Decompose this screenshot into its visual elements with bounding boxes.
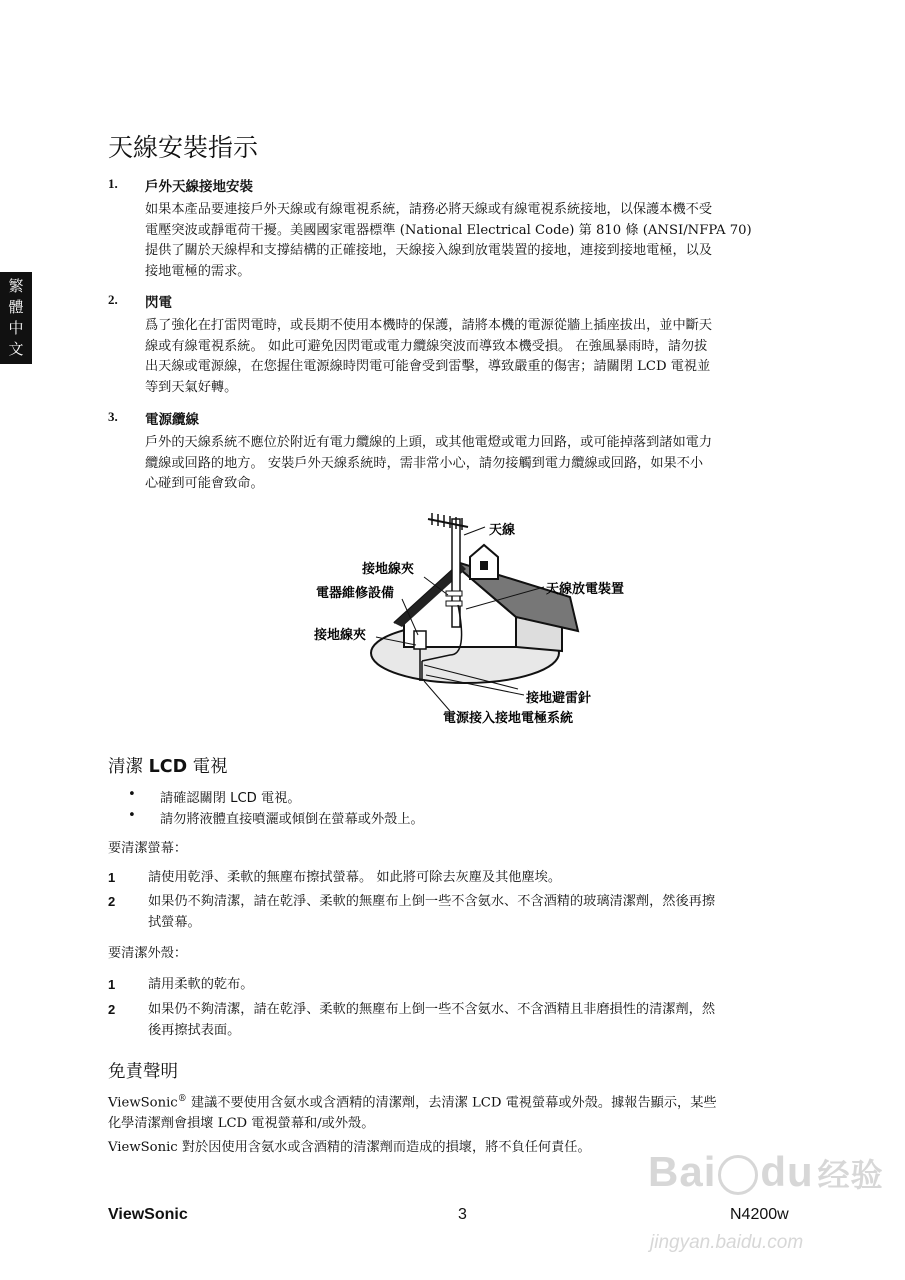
body-line: 出天線或電源線，在您握住電源線時閃電可能會受到雷擊，導致嚴重的傷害；請關閉 LCD 電視並: [145, 359, 711, 374]
bullet-dot: •: [128, 808, 136, 823]
watermark-text: du: [760, 1148, 814, 1195]
page-title: 天線安裝指示: [108, 133, 259, 162]
step-line: 請用柔軟的乾布。: [148, 977, 254, 992]
step-line: 請使用乾淨、柔軟的無塵布擦拭螢幕。 如此將可除去灰塵及其他塵埃。: [148, 870, 562, 885]
body-line: 線或有線電視系統。 如此可避免因閃電或電力纜線突波而導致本機受損。 在強風暴雨時，請勿拔: [145, 338, 708, 354]
leader-antenna: [464, 527, 485, 535]
leader-power: [424, 681, 450, 711]
step-text: [148, 1000, 803, 1041]
body-line: 纜線或回路的地方。 安裝戶外天線系統時，需非常小心，請勿接觸到電力纜線或回路，如果不小: [145, 455, 704, 471]
body-line: 戶外的天線系統不應位於附近有電力纜線的上頭，或其他電燈或電力回路，或可能掉落到諸如電力: [145, 435, 713, 450]
body-line: 如果本產品要連接戶外天線或有線電視系統，請務必將天線或有線電視系統接地，以保護本機不受: [145, 202, 713, 217]
heading-part: 電視: [187, 757, 228, 777]
side-tab-char: 體: [8, 298, 24, 316]
footer-model: N4200w: [730, 1206, 789, 1223]
cleaning-heading: [108, 753, 228, 778]
step-number: 2: [108, 894, 116, 909]
side-tab-char: 中: [8, 319, 24, 337]
dormer-window: [480, 561, 488, 570]
footer-page-number: 3: [458, 1206, 467, 1223]
antenna-grounding-diagram: [300, 505, 660, 735]
watermark-text: 经验: [817, 1157, 884, 1193]
step-text: [148, 975, 803, 996]
step-number: 1: [108, 870, 116, 885]
bullet-dot: •: [128, 787, 136, 802]
step-line: 拭螢幕。: [148, 914, 201, 930]
side-tab-char: 繁: [8, 277, 24, 295]
diagram-label-ground-clamp-top: 接地線夾: [362, 562, 415, 577]
step-number: 2: [108, 1002, 116, 1017]
diagram-label-discharge-unit: 天線放電裝置: [546, 582, 625, 597]
diagram-label-service-equipment: 電器維修設備: [316, 586, 395, 601]
step-line: 後再擦拭表面。: [148, 1022, 241, 1038]
disclaimer-heading: 免責聲明: [108, 1062, 178, 1082]
heading-part: 清潔: [108, 757, 149, 777]
watermark-logo: [648, 1148, 884, 1196]
body-line: 接地電極的需求。: [145, 263, 251, 279]
section-heading: 電源纜線: [145, 412, 199, 428]
diagram-label-power-grounding: 電源接入接地電極系統: [443, 711, 574, 726]
mast-clamp: [446, 591, 462, 596]
brand-text: ViewSonic: [108, 1095, 178, 1111]
section-heading: 戶外天線接地安裝: [145, 179, 253, 195]
watermark-text: Bai: [648, 1148, 717, 1195]
diagram-label-ground-rods: 接地避雷針: [526, 691, 592, 706]
section-body: [145, 200, 800, 282]
side-tab-char: 文: [8, 340, 24, 358]
heading-part: LCD: [148, 757, 188, 777]
paw-icon: [718, 1155, 758, 1195]
bullet-text: 請勿將液體直接噴灑或傾倒在螢幕或外殼上。: [160, 812, 424, 827]
section-heading: 閃電: [145, 295, 172, 311]
body-line: 心碰到可能會致命。: [145, 476, 264, 491]
language-side-tab: [0, 272, 32, 364]
section-body: [145, 433, 800, 495]
case-cleaning-heading: 要清潔外殼：: [108, 946, 188, 961]
step-text: [148, 892, 803, 933]
registered-mark: ®: [177, 1094, 187, 1104]
diagram-label-ground-clamp-left: 接地線夾: [314, 628, 367, 643]
service-box: [414, 631, 426, 649]
body-line: 等到天氣好轉。: [145, 379, 238, 395]
body-line: 電壓突波或靜電荷干擾。美國國家電器標準 (National Electrical Code) 第 810 條 (ANSI/NFPA 70): [145, 222, 752, 238]
body-line: 建議不要使用含氨水或含酒精的清潔劑，去清潔 LCD 電視螢幕或外殼。據報告顯示，某些: [186, 1095, 717, 1111]
step-number: 1: [108, 977, 116, 992]
footer-brand: ViewSonic: [108, 1206, 188, 1223]
step-text: [148, 868, 803, 889]
body-line: 爲了強化在打雷閃電時，或長期不使用本機時的保護，請將本機的電源從牆上插座拔出，並中斷天: [145, 318, 713, 333]
step-line: 如果仍不夠清潔，請在乾淨、柔軟的無塵布上倒一些不含氨水、不含酒精且非磨損性的清潔劑，然: [148, 1002, 716, 1017]
body-line: 化學清潔劑會損壞 LCD 電視螢幕和/或外殼。: [108, 1115, 375, 1131]
step-line: 如果仍不夠清潔，請在乾淨、柔軟的無塵布上倒一些不含氨水、不含酒精的玻璃清潔劑，然後再擦: [148, 894, 716, 909]
section-number: 2.: [108, 292, 118, 307]
disclaimer-paragraph: [108, 1089, 798, 1134]
section-number: 3.: [108, 409, 118, 424]
disclaimer-paragraph-2: ViewSonic 對於因使用含氨水或含酒精的清潔劑而造成的損壞，將不負任何責任。: [108, 1140, 591, 1155]
watermark-url: jingyan.baidu.com: [650, 1232, 804, 1253]
bullet-text: 請確認關閉 LCD 電視。: [160, 791, 301, 806]
section-body: [145, 316, 800, 398]
screen-cleaning-heading: 要清潔螢幕：: [108, 841, 188, 856]
mast-clamp: [446, 601, 462, 606]
body-line: 提供了關於天線桿和支撐結構的正確接地，天線接入線到放電裝置的接地，連接到接地電極，以及: [145, 243, 713, 258]
section-number: 1.: [108, 176, 118, 191]
diagram-label-antenna: 天線: [489, 523, 516, 538]
